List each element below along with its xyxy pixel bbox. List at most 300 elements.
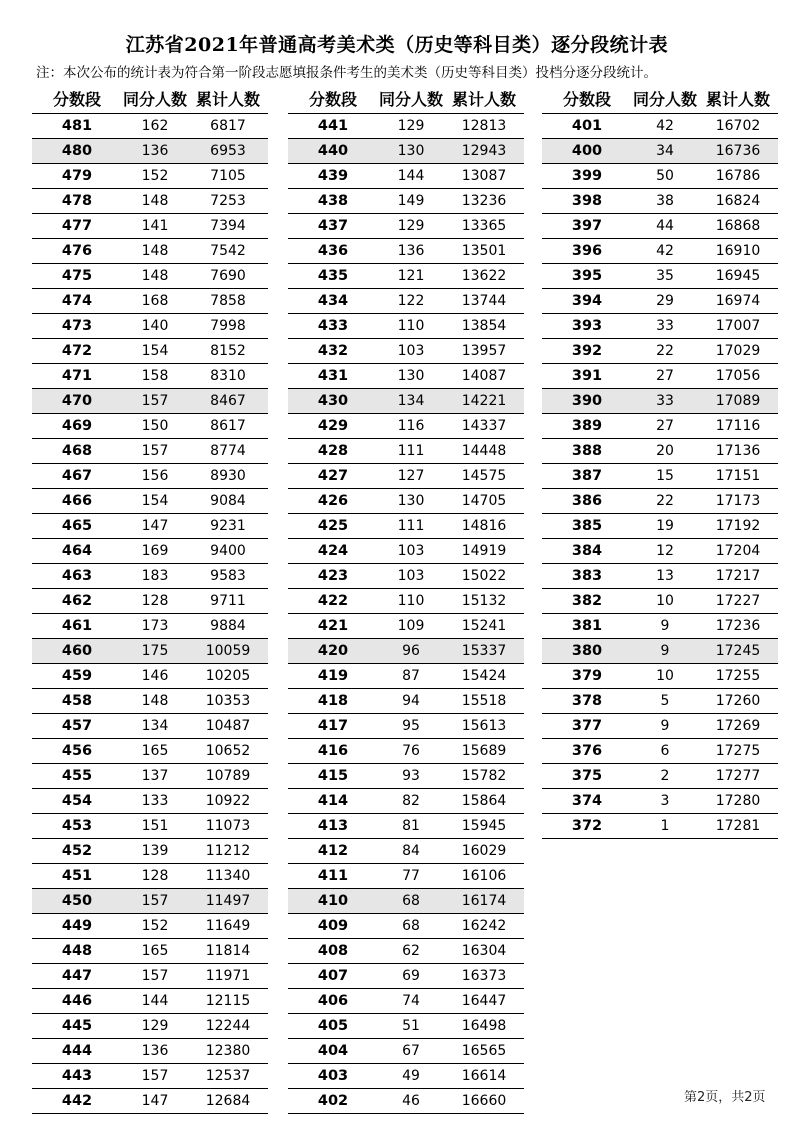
cumulative-count-cell: 8152 [210,343,246,359]
score-table-column-3 [542,85,778,839]
score-cell: 427 [317,468,349,484]
cumulative-count-cell: 13087 [461,168,507,184]
score-cell: 447 [61,968,93,984]
cumulative-count-cell: 11814 [205,943,251,959]
same-score-count-cell: 46 [402,1093,420,1109]
cumulative-count-cell: 12943 [461,143,507,159]
table-row [32,689,268,714]
cumulative-count-cell: 8930 [210,468,246,484]
score-cell: 444 [61,1043,93,1059]
score-cell: 414 [317,793,349,809]
cumulative-count-cell: 15337 [461,643,507,659]
cumulative-count-cell: 17056 [715,368,761,384]
table-rows [32,113,268,1114]
page-number: 第2页，共2页 [684,1090,766,1105]
same-score-count-cell: 165 [141,743,169,759]
cumulative-count-cell: 14221 [461,393,507,409]
cumulative-count-cell: 7253 [210,193,246,209]
table-row [542,639,778,664]
score-table-column-2 [288,85,524,1114]
table-row [32,339,268,364]
cumulative-count-cell: 17029 [715,343,761,359]
table-row [542,264,778,289]
same-score-count-cell: 44 [656,218,674,234]
table-row [542,589,778,614]
same-score-count-cell: 130 [397,143,425,159]
table-row [288,264,524,289]
same-score-count-cell: 22 [656,343,674,359]
score-cell: 474 [61,293,93,309]
same-score-count-cell: 1 [660,818,670,834]
cumulative-count-cell: 17089 [715,393,761,409]
table-row [542,239,778,264]
cumulative-count-cell: 17245 [715,643,761,659]
same-score-count-cell: 2 [660,768,670,784]
score-cell: 472 [61,343,93,359]
cumulative-count-cell: 16945 [715,268,761,284]
table-row [542,164,778,189]
table-row [32,1039,268,1064]
score-cell: 425 [317,518,349,534]
table-row [288,514,524,539]
table-row [542,814,778,839]
table-row [288,914,524,939]
table-note: 注：本次公布的统计表为符合第一阶段志愿填报条件考生的美术类（历史等科目类）投档分逐分段统计。 [36,65,657,81]
same-score-count-cell: 10 [656,593,674,609]
cumulative-count-cell: 17136 [715,443,761,459]
same-score-count-cell: 27 [656,418,674,434]
header-same-score-count: 同分人数 [632,89,697,109]
same-score-count-cell: 110 [397,318,425,334]
score-cell: 470 [61,393,93,409]
cumulative-count-cell: 17227 [715,593,761,609]
cumulative-count-cell: 13236 [461,193,507,209]
table-row [32,214,268,239]
score-cell: 410 [317,893,349,909]
same-score-count-cell: 129 [397,218,425,234]
table-row [32,1089,268,1114]
same-score-count-cell: 152 [141,918,169,934]
score-cell: 457 [61,718,93,734]
table-row [288,989,524,1014]
cumulative-count-cell: 6953 [210,143,246,159]
score-cell: 434 [317,293,349,309]
same-score-count-cell: 122 [397,293,425,309]
header-score-range: 分数段 [562,89,611,109]
header-score-range: 分数段 [52,89,101,109]
cumulative-count-cell: 16974 [715,293,761,309]
score-cell: 430 [317,393,349,409]
cumulative-count-cell: 16736 [715,143,761,159]
cumulative-count-cell: 13854 [461,318,507,334]
table-row [32,914,268,939]
table-row [32,164,268,189]
cumulative-count-cell: 15241 [461,618,507,634]
same-score-count-cell: 10 [656,668,674,684]
score-table-column-1 [32,85,268,1114]
score-cell: 412 [317,843,349,859]
same-score-count-cell: 110 [397,593,425,609]
same-score-count-cell: 77 [402,868,420,884]
score-cell: 403 [317,1068,349,1084]
same-score-count-cell: 20 [656,443,674,459]
table-row [32,814,268,839]
cumulative-count-cell: 12813 [461,118,507,134]
same-score-count-cell: 137 [141,768,169,784]
cumulative-count-cell: 11073 [205,818,251,834]
same-score-count-cell: 157 [141,1068,169,1084]
cumulative-count-cell: 17204 [715,543,761,559]
same-score-count-cell: 130 [397,368,425,384]
cumulative-count-cell: 12244 [205,1018,251,1034]
table-row [288,414,524,439]
table-row [542,439,778,464]
score-cell: 460 [61,643,93,659]
score-cell: 384 [571,543,603,559]
same-score-count-cell: 148 [141,693,169,709]
cumulative-count-cell: 13365 [461,218,507,234]
score-cell: 466 [61,493,93,509]
same-score-count-cell: 82 [402,793,420,809]
header-cumulative-count: 累计人数 [705,89,770,109]
cumulative-count-cell: 16824 [715,193,761,209]
score-cell: 428 [317,443,349,459]
score-cell: 435 [317,268,349,284]
same-score-count-cell: 147 [141,1093,169,1109]
table-row [288,489,524,514]
cumulative-count-cell: 17192 [715,518,761,534]
table-row [32,439,268,464]
table-row [32,664,268,689]
same-score-count-cell: 29 [656,293,674,309]
score-cell: 409 [317,918,349,934]
score-cell: 392 [571,343,603,359]
same-score-count-cell: 22 [656,493,674,509]
same-score-count-cell: 146 [141,668,169,684]
cumulative-count-cell: 16614 [461,1068,507,1084]
cumulative-count-cell: 16868 [715,218,761,234]
same-score-count-cell: 116 [397,418,425,434]
same-score-count-cell: 154 [141,493,169,509]
header-same-score-count: 同分人数 [378,89,443,109]
cumulative-count-cell: 8617 [210,418,246,434]
table-row [542,389,778,414]
same-score-count-cell: 5 [660,693,670,709]
score-cell: 473 [61,318,93,334]
score-cell: 441 [317,118,349,134]
cumulative-count-cell: 17281 [715,818,761,834]
score-cell: 451 [61,868,93,884]
cumulative-count-cell: 11340 [205,868,251,884]
table-row [288,164,524,189]
table-row [32,764,268,789]
same-score-count-cell: 51 [402,1018,420,1034]
score-cell: 432 [317,343,349,359]
score-cell: 463 [61,568,93,584]
cumulative-count-cell: 16910 [715,243,761,259]
same-score-count-cell: 103 [397,543,425,559]
table-row [288,214,524,239]
score-cell: 415 [317,768,349,784]
score-cell: 407 [317,968,349,984]
table-row [542,689,778,714]
score-cell: 442 [61,1093,93,1109]
cumulative-count-cell: 16660 [461,1093,507,1109]
same-score-count-cell: 3 [660,793,670,809]
cumulative-count-cell: 14816 [461,518,507,534]
score-cell: 394 [571,293,603,309]
cumulative-count-cell: 17260 [715,693,761,709]
same-score-count-cell: 150 [141,418,169,434]
table-row [542,364,778,389]
score-cell: 377 [571,718,603,734]
cumulative-count-cell: 12537 [205,1068,251,1084]
cumulative-count-cell: 16304 [461,943,507,959]
score-cell: 452 [61,843,93,859]
cumulative-count-cell: 13957 [461,343,507,359]
same-score-count-cell: 133 [141,793,169,809]
score-cell: 388 [571,443,603,459]
same-score-count-cell: 96 [402,643,420,659]
score-cell: 417 [317,718,349,734]
same-score-count-cell: 130 [397,493,425,509]
table-row [288,189,524,214]
cumulative-count-cell: 11649 [205,918,251,934]
table-row [32,789,268,814]
cumulative-count-cell: 16029 [461,843,507,859]
table-row [32,139,268,164]
same-score-count-cell: 136 [141,1043,169,1059]
table-row [542,414,778,439]
cumulative-count-cell: 16106 [461,868,507,884]
table-row [288,464,524,489]
header-cumulative-count: 累计人数 [195,89,260,109]
table-row [542,189,778,214]
table-row [288,689,524,714]
same-score-count-cell: 35 [656,268,674,284]
cumulative-count-cell: 7690 [210,268,246,284]
header-score-range: 分数段 [308,89,357,109]
cumulative-count-cell: 13622 [461,268,507,284]
table-row [542,489,778,514]
table-row [32,739,268,764]
cumulative-count-cell: 16702 [715,118,761,134]
cumulative-count-cell: 9711 [210,593,246,609]
cumulative-count-cell: 10353 [205,693,251,709]
table-row [32,839,268,864]
same-score-count-cell: 9 [660,718,670,734]
table-row [542,739,778,764]
table-row [288,964,524,989]
table-row [32,964,268,989]
same-score-count-cell: 127 [397,468,425,484]
same-score-count-cell: 95 [402,718,420,734]
same-score-count-cell: 68 [402,918,420,934]
table-rows [542,113,778,839]
score-cell: 404 [317,1043,349,1059]
table-row [32,514,268,539]
cumulative-count-cell: 14448 [461,443,507,459]
score-cell: 480 [61,143,93,159]
cumulative-count-cell: 9400 [210,543,246,559]
score-cell: 405 [317,1018,349,1034]
score-cell: 413 [317,818,349,834]
cumulative-count-cell: 10487 [205,718,251,734]
same-score-count-cell: 121 [397,268,425,284]
cumulative-count-cell: 15022 [461,568,507,584]
table-row [542,539,778,564]
same-score-count-cell: 42 [656,243,674,259]
cumulative-count-cell: 17173 [715,493,761,509]
same-score-count-cell: 84 [402,843,420,859]
cumulative-count-cell: 16373 [461,968,507,984]
cumulative-count-cell: 17277 [715,768,761,784]
table-row [542,764,778,789]
score-cell: 479 [61,168,93,184]
cumulative-count-cell: 7998 [210,318,246,334]
score-cell: 420 [317,643,349,659]
table-row [542,114,778,139]
table-row [542,289,778,314]
cumulative-count-cell: 12684 [205,1093,251,1109]
cumulative-count-cell: 15864 [461,793,507,809]
score-cell: 454 [61,793,93,809]
table-header [32,85,268,111]
table-row [288,889,524,914]
score-cell: 397 [571,218,603,234]
score-cell: 395 [571,268,603,284]
same-score-count-cell: 87 [402,668,420,684]
same-score-count-cell: 9 [660,643,670,659]
score-cell: 408 [317,943,349,959]
cumulative-count-cell: 11497 [205,893,251,909]
score-cell: 449 [61,918,93,934]
same-score-count-cell: 93 [402,768,420,784]
score-cell: 468 [61,443,93,459]
score-cell: 372 [571,818,603,834]
same-score-count-cell: 67 [402,1043,420,1059]
cumulative-count-cell: 17236 [715,618,761,634]
table-row [288,289,524,314]
same-score-count-cell: 157 [141,893,169,909]
score-cell: 478 [61,193,93,209]
table-row [288,1064,524,1089]
score-cell: 469 [61,418,93,434]
same-score-count-cell: 69 [402,968,420,984]
score-cell: 450 [61,893,93,909]
table-row [288,389,524,414]
table-row [32,114,268,139]
score-cell: 396 [571,243,603,259]
same-score-count-cell: 140 [141,318,169,334]
same-score-count-cell: 152 [141,168,169,184]
cumulative-count-cell: 15945 [461,818,507,834]
score-cell: 440 [317,143,349,159]
same-score-count-cell: 81 [402,818,420,834]
table-row [542,464,778,489]
table-row [542,664,778,689]
table-row [32,889,268,914]
cumulative-count-cell: 17269 [715,718,761,734]
same-score-count-cell: 103 [397,343,425,359]
same-score-count-cell: 158 [141,368,169,384]
score-cell: 379 [571,668,603,684]
table-row [32,864,268,889]
table-row [32,189,268,214]
same-score-count-cell: 129 [397,118,425,134]
cumulative-count-cell: 12115 [205,993,251,1009]
table-row [32,264,268,289]
table-row [542,564,778,589]
same-score-count-cell: 144 [397,168,425,184]
same-score-count-cell: 103 [397,568,425,584]
score-cell: 383 [571,568,603,584]
cumulative-count-cell: 15689 [461,743,507,759]
score-cell: 421 [317,618,349,634]
table-row [32,939,268,964]
score-cell: 453 [61,818,93,834]
cumulative-count-cell: 14087 [461,368,507,384]
cumulative-count-cell: 15613 [461,718,507,734]
score-cell: 476 [61,243,93,259]
score-cell: 461 [61,618,93,634]
table-row [288,814,524,839]
score-cell: 400 [571,143,603,159]
same-score-count-cell: 15 [656,468,674,484]
same-score-count-cell: 136 [141,143,169,159]
cumulative-count-cell: 16786 [715,168,761,184]
score-cell: 431 [317,368,349,384]
same-score-count-cell: 9 [660,618,670,634]
table-header [542,85,778,111]
table-row [288,764,524,789]
score-cell: 386 [571,493,603,509]
table-row [288,1014,524,1039]
score-cell: 464 [61,543,93,559]
score-cell: 391 [571,368,603,384]
score-cell: 376 [571,743,603,759]
cumulative-count-cell: 17217 [715,568,761,584]
same-score-count-cell: 144 [141,993,169,1009]
same-score-count-cell: 134 [141,718,169,734]
same-score-count-cell: 168 [141,293,169,309]
score-cell: 378 [571,693,603,709]
same-score-count-cell: 111 [397,443,425,459]
same-score-count-cell: 19 [656,518,674,534]
same-score-count-cell: 165 [141,943,169,959]
table-row [542,139,778,164]
table-row [542,514,778,539]
cumulative-count-cell: 7542 [210,243,246,259]
table-row [288,664,524,689]
same-score-count-cell: 141 [141,218,169,234]
table-row [32,289,268,314]
same-score-count-cell: 62 [402,943,420,959]
table-row [288,589,524,614]
same-score-count-cell: 111 [397,518,425,534]
same-score-count-cell: 129 [141,1018,169,1034]
score-cell: 416 [317,743,349,759]
score-cell: 393 [571,318,603,334]
score-cell: 399 [571,168,603,184]
cumulative-count-cell: 16447 [461,993,507,1009]
score-cell: 424 [317,543,349,559]
same-score-count-cell: 33 [656,318,674,334]
cumulative-count-cell: 8467 [210,393,246,409]
same-score-count-cell: 34 [656,143,674,159]
score-cell: 443 [61,1068,93,1084]
table-row [542,214,778,239]
